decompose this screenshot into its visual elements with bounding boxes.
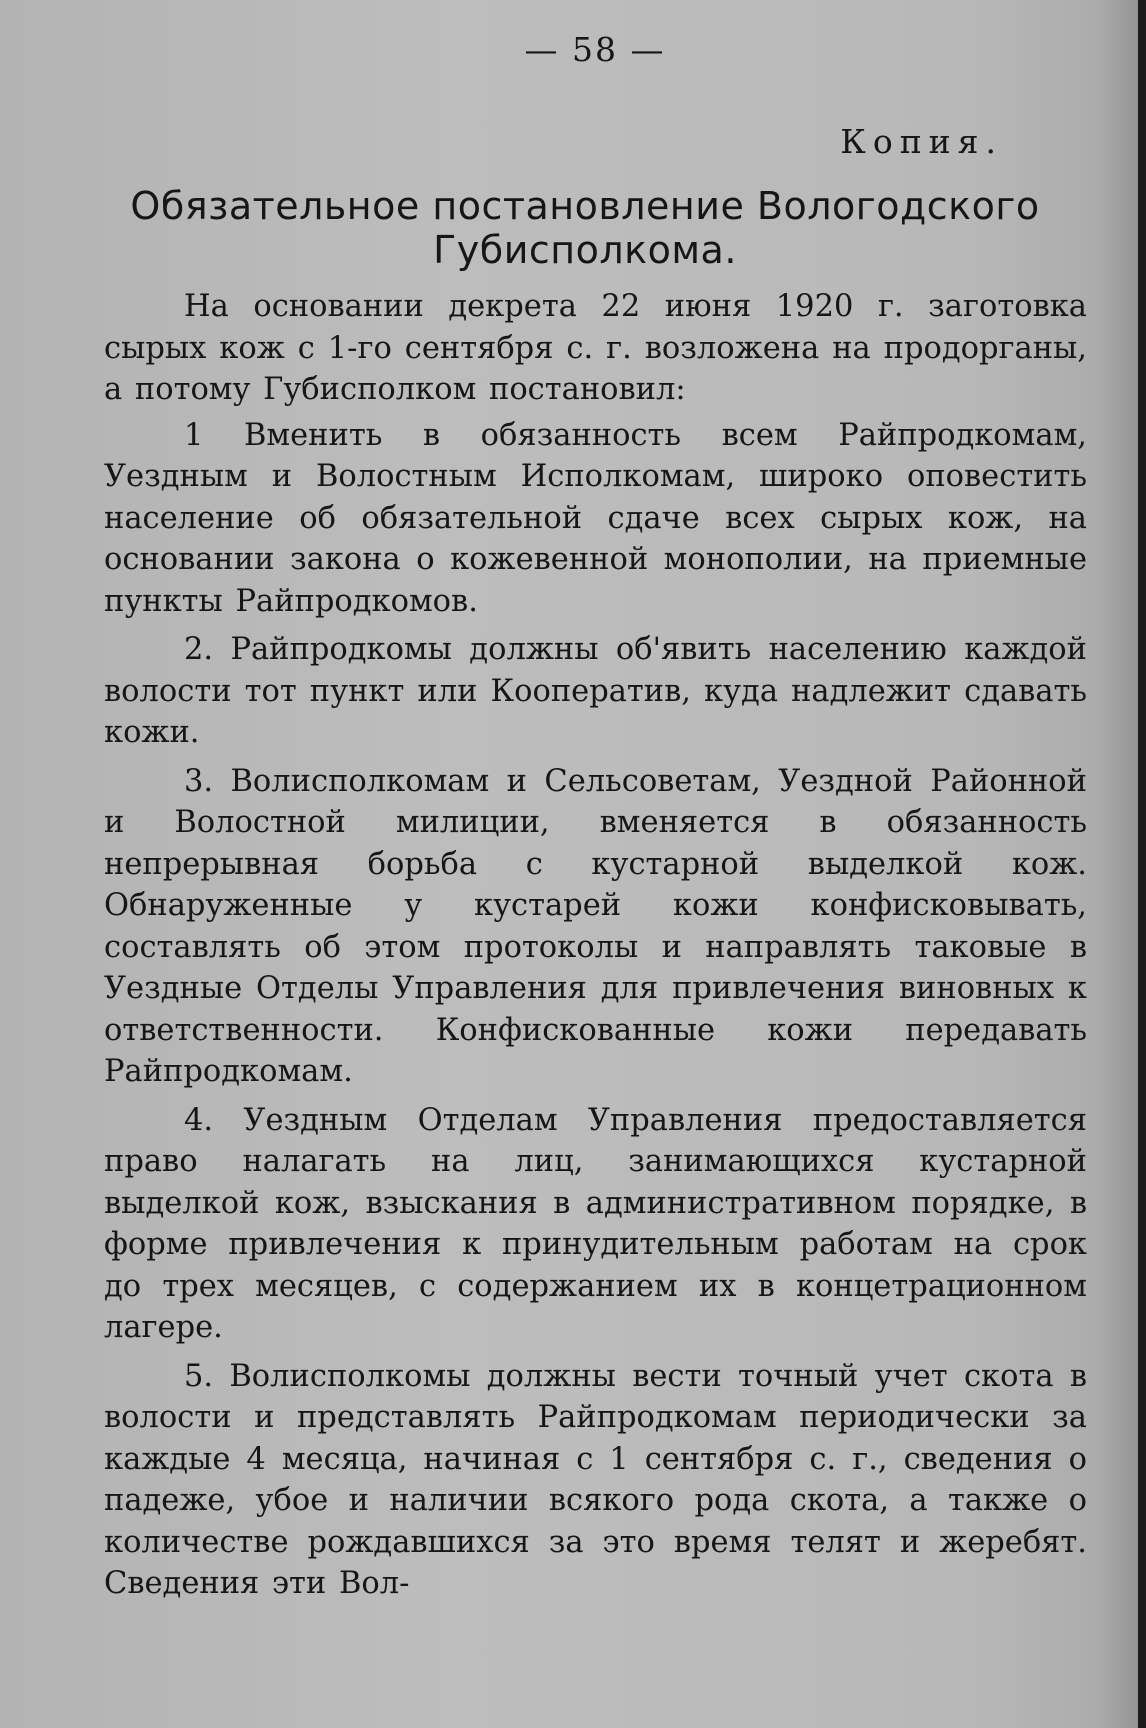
clause-4-paragraph: 4. Уездным Отделам Управления предоставляется право налагать на лиц, занимающихся кустарной выделкой кож, взыскания в административном порядке, в форме привлечения к принудительным работам на срок до трех месяцев, с содержанием их в концетрационном лагере. xyxy=(104,1102,1087,1345)
page-number: — 58 — xyxy=(524,30,666,69)
document-body xyxy=(104,286,1087,1612)
clause-5-paragraph: 5. Волисполкомы должны вести точный учет скота в волости и представлять Райпродкомам периодически за каждые 4 месяца, начиная с 1 сентября с. г., сведения о падеже, убое и наличии всякого рода скота, а также о количестве рождавшихся за это время телят и жеребят. Сведения эти Вол- xyxy=(104,1358,1087,1601)
document-title: Обязательное постановление Вологодского Губисполкома. xyxy=(130,184,1040,272)
intro-paragraph: На основании декрета 22 июня 1920 г. заготовка сырых кож с 1-го сентября с. г. возложена на продорганы, а потому Губисполком постановил: xyxy=(104,289,1087,407)
clause-2-paragraph: 2. Райпродкомы должны об'явить населению каждой волости тот пункт или Кооператив, куда надлежит сдавать кожи. xyxy=(104,632,1087,750)
copy-mark: Копия. xyxy=(840,122,1003,161)
page-edge-shadow xyxy=(1098,0,1138,1728)
clause-3-paragraph: 3. Волисполкомам и Сельсоветам, Уездной Районной и Волостной милиции, вменяется в обязанность непрерывная борьба с кустарной выделкой кож. Обнаруженные у кустарей кожи конфисковывать, составлять об этом протоколы и направлять таковые в Уездные Отделы Управления для привлечения виновных к ответственности. Конфискованные кожи передавать Райпродкомам. xyxy=(104,763,1087,1089)
clause-1-paragraph: 1 Вменить в обязанность всем Райпродкомам, Уездным и Волостным Исполкомам, широко оповестить население об обязательной сдаче всех сырых кож, на основании закона о кожевенной монополии, на приемные пункты Райпродкомов. xyxy=(104,417,1087,619)
